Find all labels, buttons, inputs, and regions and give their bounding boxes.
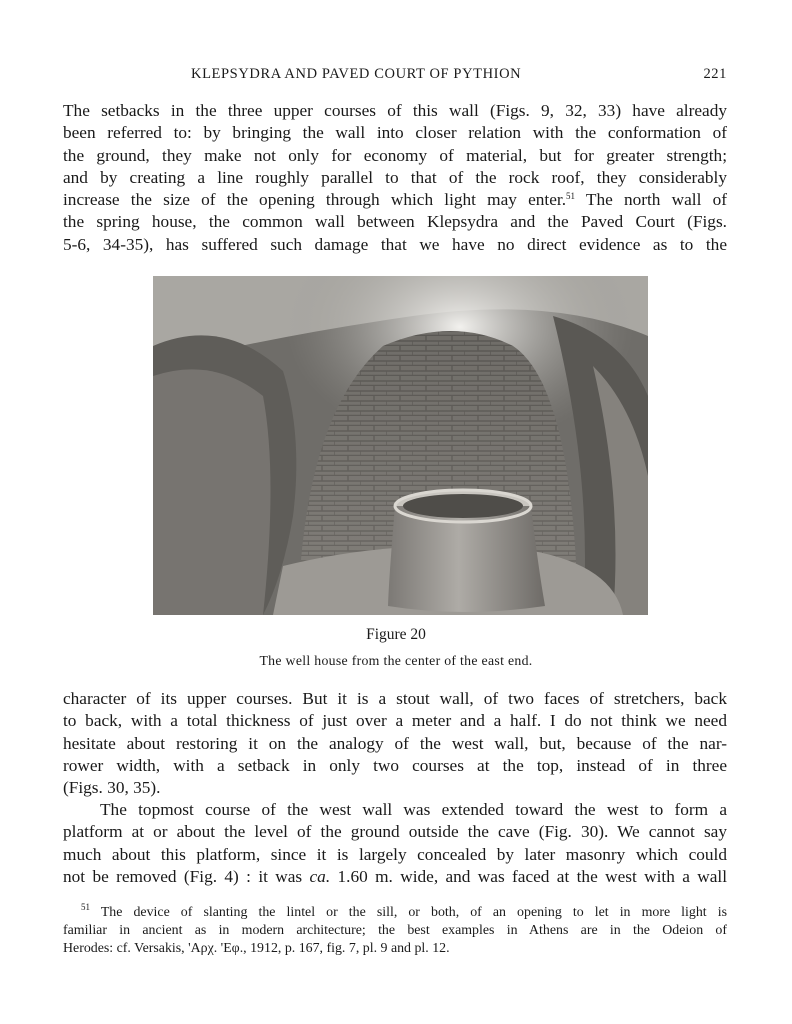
footnote-line-text: The device of slanting the lintel or the sill, or both, of an opening to let in more light is <box>90 905 727 920</box>
paragraph-2-line: (Figs. 30, 35). <box>63 778 161 798</box>
paragraph-1 <box>63 100 727 256</box>
paragraph-1-line: been referred to: by bringing the wall into closer relation with the conformation of <box>63 123 727 143</box>
page-number: 221 <box>703 66 727 82</box>
paragraph-3-line: much about this platform, since it is largely concealed by later masonry which could <box>63 844 727 864</box>
footnote-number: 51 <box>81 902 90 912</box>
paragraph-3-line: platform at or about the level of the ground outside the cave (Fig. 30). We cannot say <box>63 822 727 842</box>
paragraph-1-line-tail: The north wall of <box>575 190 727 210</box>
figure-label: Figure 20 <box>366 626 426 643</box>
paragraph-3 <box>63 799 727 888</box>
paragraph-3-line-end: 1.60 m. wide, and was faced at the west with a wall <box>330 866 727 886</box>
italic-abbreviation: ca. <box>309 866 331 886</box>
footnote-line: familiar in ancient as in modern architecture; the best examples in Athens are in the Odeion of <box>63 923 727 938</box>
paragraph-3-line-with-italic <box>63 866 727 888</box>
paragraph-1-line: and by creating a line roughly parallel to that of the rock roof, they considerably <box>63 167 727 187</box>
paragraph-2-line: rower width, with a setback in only two courses at the top, instead of in three <box>63 755 727 775</box>
figure-photograph <box>153 276 648 615</box>
footnote-line: Herodes: cf. Versakis, 'Αρχ. 'Εφ., 1912, p. 167, fig. 7, pl. 9 and pl. 12. <box>63 941 450 956</box>
well-house-photograph <box>153 276 648 615</box>
paragraph-3-line: The topmost course of the west wall was extended toward the west to form a <box>100 800 727 819</box>
paragraph-2-line: hesitate about restoring it on the analogy of the west wall, but, because of the nar- <box>63 733 727 753</box>
footnote-reference: 51 <box>566 191 576 202</box>
paragraph-3-line-start: not be removed (Fig. 4) : it was <box>63 866 310 886</box>
paragraph-1-line-with-note <box>63 189 727 211</box>
figure-caption: The well house from the center of the east end. <box>259 653 533 668</box>
paragraph-2-line: character of its upper courses. But it is a stout wall, of two faces of stretchers, back <box>63 689 727 708</box>
paragraph-1-line: The setbacks in the three upper courses of this wall (Figs. 9, 32, 33) have already <box>63 101 727 120</box>
paragraph-2-line: to back, with a total thickness of just over a meter and a half. I do not think we need <box>63 711 727 731</box>
paragraph-2 <box>63 688 727 799</box>
footnote <box>63 904 727 958</box>
paragraph-1-line-text: increase the size of the opening through which light may enter. <box>63 190 567 210</box>
footnote-line <box>63 904 727 922</box>
running-header <box>63 66 727 86</box>
running-title: KLEPSYDRA AND PAVED COURT OF PYTHION <box>191 66 522 82</box>
paragraph-1-line: 5-6, 34-35), has suffered such damage that we have no direct evidence as to the <box>63 234 727 254</box>
paragraph-1-line: the spring house, the common wall between Klepsydra and the Paved Court (Figs. <box>63 212 727 232</box>
paragraph-1-line: the ground, they make not only for economy of material, but for greater strength; <box>63 145 727 165</box>
